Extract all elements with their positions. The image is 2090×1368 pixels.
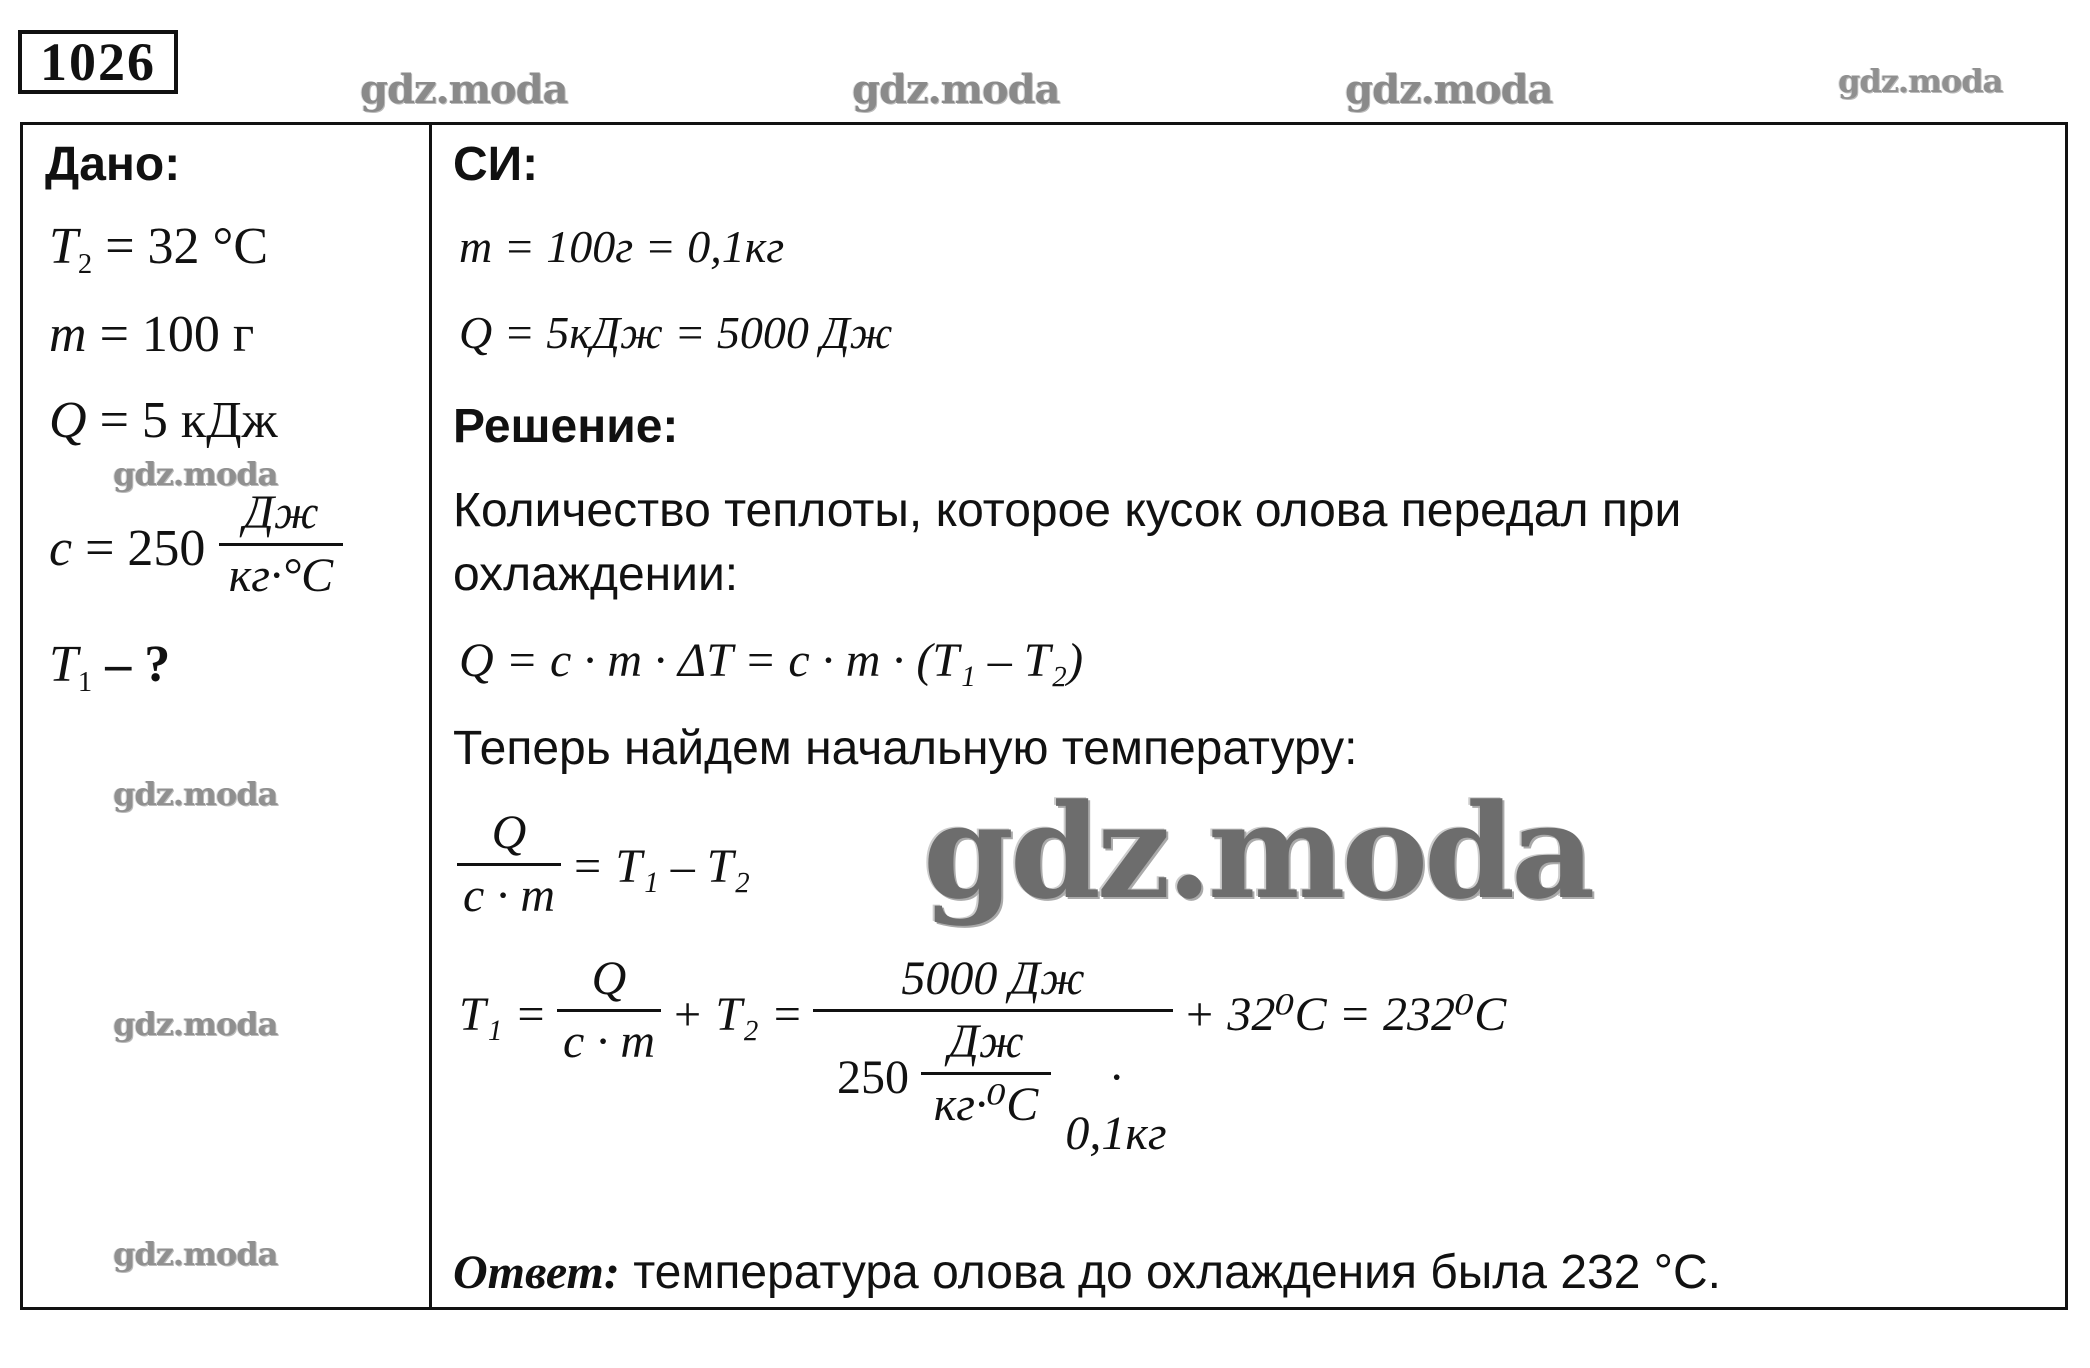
si-line-mass: m = 100г = 0,1кг xyxy=(459,221,785,272)
given-c: c = 250 xyxy=(49,520,206,577)
formula-final-lhs: T₁ = xyxy=(459,988,547,1041)
answer-line xyxy=(453,1243,1721,1303)
watermark: gdz.moda xyxy=(852,66,1060,113)
formula-ratio-rest: = T₁ – T₂ xyxy=(571,840,751,893)
watermark: gdz.moda xyxy=(1345,66,1553,113)
formula-final-mid: + T₂ = xyxy=(671,988,804,1041)
solution-text-2: охлаждении: xyxy=(453,548,739,601)
given-m: m = 100 г xyxy=(49,306,255,363)
si-heading: СИ: xyxy=(453,138,539,191)
column-divider xyxy=(429,125,432,1307)
solution-table xyxy=(20,122,2068,1310)
given-q: Q = 5 кДж xyxy=(49,392,278,449)
given-t1: $T_1$ – ? xyxy=(49,636,171,698)
watermark: gdz.moda xyxy=(113,775,278,813)
solution-text-3: Теперь найдем начальную температуру: xyxy=(453,722,1358,775)
si-line-heat: Q = 5кДж = 5000 Дж xyxy=(459,307,893,358)
given-heading: Дано: xyxy=(45,138,181,191)
given-t2: $T_2 = 32$ °C xyxy=(49,218,269,280)
given-c-unit: Дж кг·°C xyxy=(219,485,343,604)
watermark: gdz.moda xyxy=(113,455,278,493)
formula-final-fraction: Q c · m xyxy=(557,951,661,1070)
watermark: gdz.moda xyxy=(360,66,568,113)
watermark: gdz.moda xyxy=(1838,62,2003,100)
problem-number: 1026 xyxy=(18,30,178,94)
formula-final-result: + 32⁰C = 232⁰C xyxy=(1183,988,1507,1041)
formula-heat: Q = c · m · ΔT = c · m · (T₁ – T₂) xyxy=(459,634,1084,687)
formula-ratio-fraction: Q c · m xyxy=(457,805,561,924)
formula-final-big-fraction: 5000 Дж 250 Дж кг·⁰C · 0,1кг xyxy=(813,951,1173,1142)
solution-text-1: Количество теплоты, которое кусок олова передал при xyxy=(453,484,1682,537)
watermark: gdz.moda xyxy=(113,1235,278,1273)
watermark: gdz.moda xyxy=(113,1005,278,1043)
answer-label: Ответ: xyxy=(453,1246,620,1299)
answer-text: температура олова до охлаждения была 232 °C. xyxy=(619,1246,1721,1299)
watermark: gdz.moda xyxy=(923,775,1592,928)
solution-heading: Решение: xyxy=(453,400,679,453)
